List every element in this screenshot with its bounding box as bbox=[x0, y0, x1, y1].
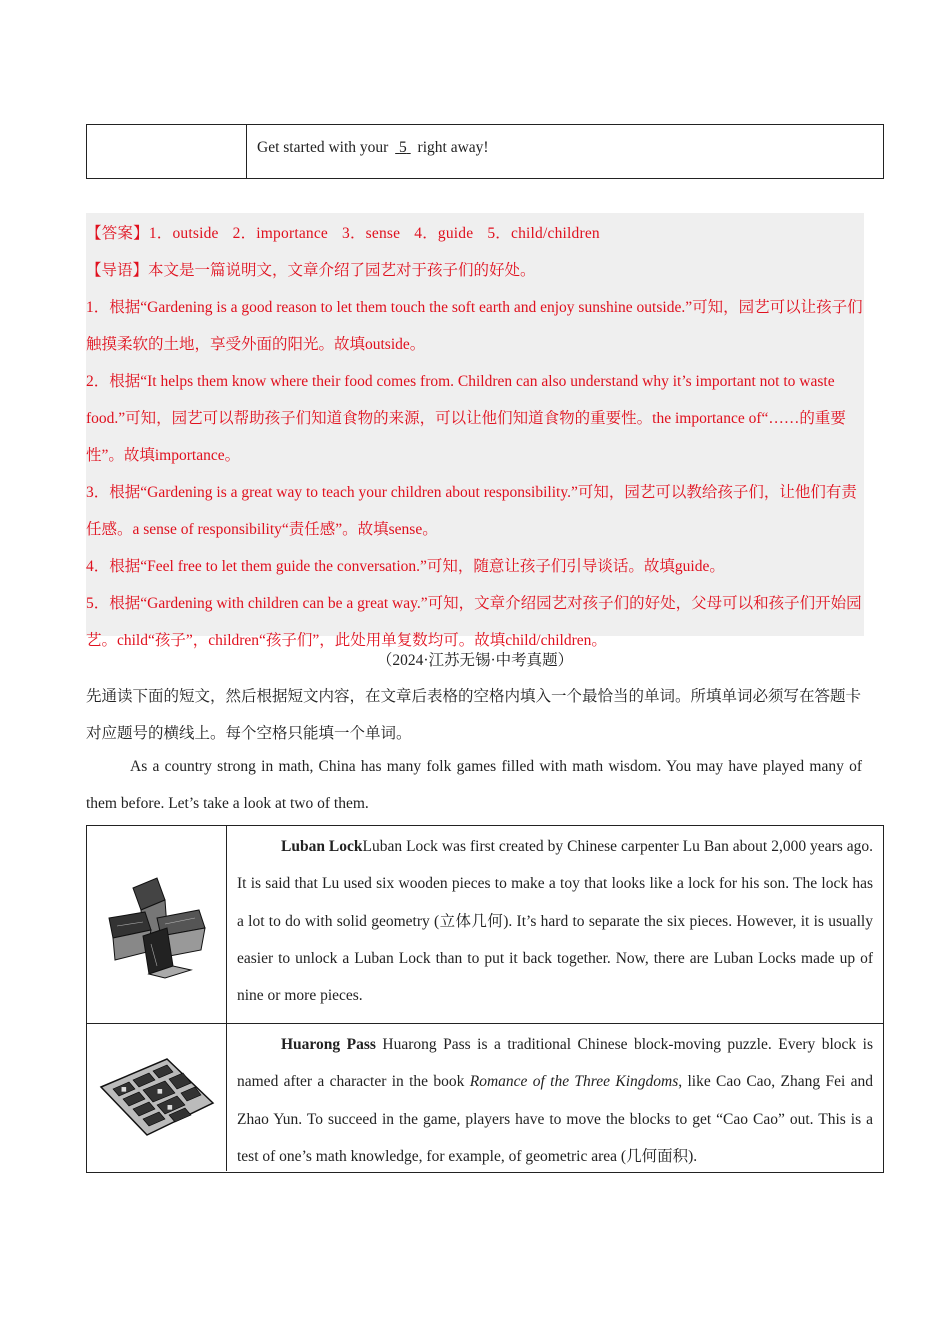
answer-line bbox=[86, 215, 864, 252]
luban-lock-description bbox=[227, 826, 883, 1023]
huarong-pass-description bbox=[227, 1024, 883, 1171]
row-text-before: Get started with your bbox=[257, 139, 393, 156]
huarong-pass-image bbox=[87, 1024, 227, 1171]
svg-text:■: ■ bbox=[120, 1085, 127, 1093]
guide-line bbox=[86, 252, 864, 289]
svg-text:■: ■ bbox=[166, 1103, 173, 1111]
book-title: Romance of the Three Kingdoms bbox=[469, 1073, 679, 1091]
instructions-text: 先通读下面的短文，然后根据短文内容，在文章后表格的空格内填入一个最恰当的单词。所填单词必须写在答题卡对应题号的横线上。每个空格只能填一个单词。 bbox=[86, 688, 862, 742]
intro-paragraph bbox=[86, 748, 862, 822]
table-row-luban-lock bbox=[87, 826, 883, 1024]
games-table bbox=[86, 825, 884, 1173]
explanation-3: 3．根据“Gardening is a great way to teach your children about responsibility.”可知，园艺可以教给孩子们，让他们有责任感。a sense of responsibility“责任感”。故填sense。 bbox=[86, 484, 857, 538]
luban-lock-image bbox=[87, 826, 227, 1023]
luban-lock-title: Luban Lock bbox=[281, 838, 363, 855]
table-cell-empty bbox=[87, 125, 247, 178]
guide-text: 本文是一篇说明文，文章介绍了园艺对于孩子们的好处。 bbox=[148, 262, 536, 279]
blank-5: 5 bbox=[399, 139, 407, 156]
prev-table-row bbox=[86, 124, 884, 179]
huarong-pass-text-a: Huarong Pass is a traditional Chinese block-moving puzzle. Every block is named after a character in the book bbox=[237, 1036, 873, 1091]
explanation-5: 5．根据“Gardening with children can be a great way.”可知，文章介绍园艺对孩子们的好处，父母可以和孩子们开始园艺。child“孩子”，children“孩子们”，此处用单复数均可。故填child/children。 bbox=[86, 595, 862, 649]
svg-text:■: ■ bbox=[156, 1087, 163, 1095]
answer-3: 3．sense bbox=[342, 225, 401, 242]
answer-4: 4．guide bbox=[414, 225, 474, 242]
answer-1: 1．outside bbox=[148, 225, 219, 242]
intro-text: As a country strong in math, China has many folk games filled with math wisdom. You may have played many of them before. Let’s take a look at two of them. bbox=[86, 758, 862, 812]
explanation-4: 4．根据“Feel free to let them guide the conversation.”可知，随意让孩子们引导谈话。故填guide。 bbox=[86, 558, 725, 575]
explanation-1: 1．根据“Gardening is a good reason to let them touch the soft earth and enjoy sunshine outside.”可知，园艺可以让孩子们触摸柔软的土地，享受外面的阳光。故填outside。 bbox=[86, 299, 863, 353]
table-row-huarong-pass bbox=[87, 1024, 883, 1171]
answer-tag: 【答案】 bbox=[86, 225, 149, 242]
answer-2: 2．importance bbox=[232, 225, 329, 242]
answer-block bbox=[86, 213, 864, 649]
huarong-pass-title: Huarong Pass bbox=[281, 1036, 376, 1053]
explanation-2: 2．根据“It helps them know where their food comes from. Children can also understand why it’s important not to waste food.”可知，园艺可以帮助孩子们知道食物的来源，可以让他们知道食物的重要性。the importance of“……的重要性”。故填importance。 bbox=[86, 373, 846, 464]
question-source: （2024·江苏无锡·中考真题） bbox=[376, 652, 574, 669]
guide-tag: 【导语】 bbox=[86, 262, 149, 279]
table-cell-text bbox=[247, 125, 883, 178]
row-text-after: right away! bbox=[413, 139, 489, 156]
instructions bbox=[86, 678, 866, 752]
luban-lock-text: Luban Lock was first created by Chinese carpenter Lu Ban about 2,000 years ago. It is said that Lu used six wooden pieces to make a toy that looks like a lock for his son. The lock has a lot to do with solid geometry (立体几何). It’s hard to separate the six pieces. However, it is usually easier to unlock a Luban Lock than to put it back together. Now, there are Luban Locks made up of nine or more pieces. bbox=[237, 838, 873, 1005]
answer-5: 5．child/children bbox=[487, 225, 600, 242]
huarong-pass-text-b: , like Cao Cao, Zhang Fei and Zhao Yun. To succeed in the game, players have to move the blocks to get “Cao Cao” out. This is a test of one’s math knowledge, for example, of geometric area (几何面积). bbox=[237, 1073, 873, 1165]
